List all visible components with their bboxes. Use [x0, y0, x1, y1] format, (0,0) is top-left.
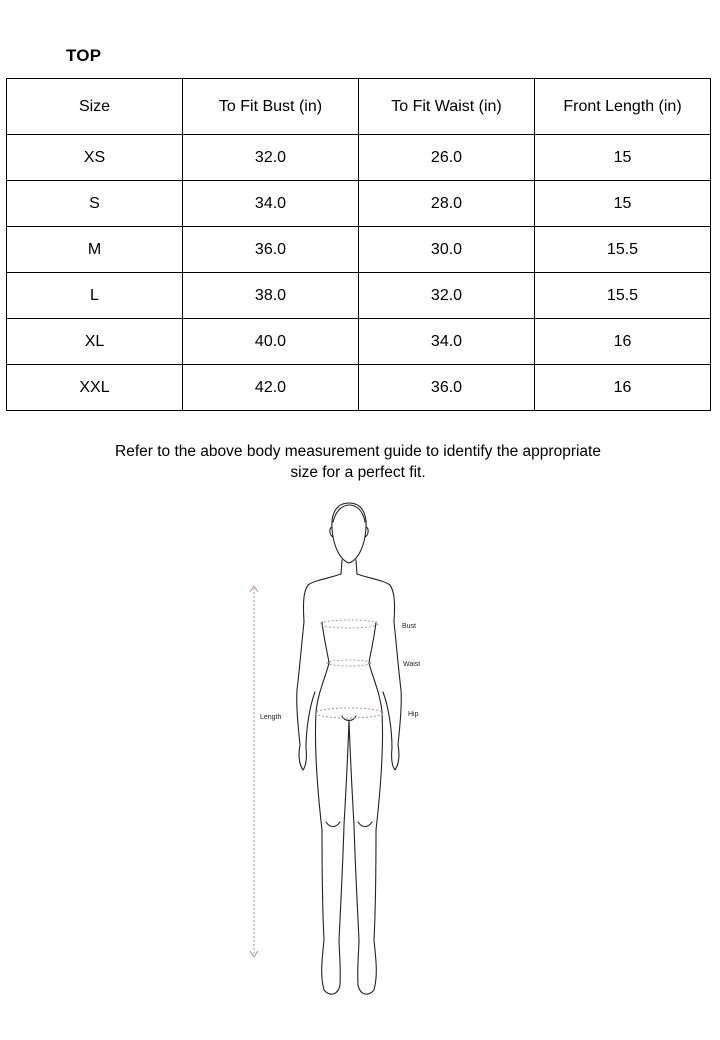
left-arm: [297, 690, 315, 770]
bust-cell: 42.0: [183, 365, 359, 411]
front-length-cell: 15: [535, 181, 711, 227]
body-right-side: [369, 622, 382, 712]
length-label: Length: [260, 714, 282, 721]
size-cell: S: [7, 181, 183, 227]
hip-measure-line: [315, 708, 383, 718]
size-cell: XS: [7, 135, 183, 181]
hip-label: Hip: [408, 711, 419, 718]
size-cell: XL: [7, 319, 183, 365]
column-header-bust: To Fit Bust (in): [183, 79, 359, 135]
torso-right: [357, 574, 401, 690]
waist-cell: 34.0: [359, 319, 535, 365]
waist-cell: 30.0: [359, 227, 535, 273]
body-outline: [297, 503, 402, 994]
front-length-cell: 15: [535, 135, 711, 181]
size-cell: L: [7, 273, 183, 319]
bust-cell: 40.0: [183, 319, 359, 365]
body-left-side: [316, 622, 329, 712]
bust-cell: 36.0: [183, 227, 359, 273]
bust-cell: 38.0: [183, 273, 359, 319]
right-arm: [383, 690, 401, 770]
front-length-cell: 15.5: [535, 227, 711, 273]
bust-label: Bust: [402, 623, 417, 630]
right-leg-outer: [349, 712, 383, 994]
waist-cell: 32.0: [359, 273, 535, 319]
bust-cell: 32.0: [183, 135, 359, 181]
waist-cell: 26.0: [359, 135, 535, 181]
torso-left: [297, 574, 341, 690]
front-length-cell: 15.5: [535, 273, 711, 319]
front-length-cell: 16: [535, 319, 711, 365]
front-length-cell: 16: [535, 365, 711, 411]
neck-outline: [341, 560, 357, 574]
waist-measure-line: [327, 660, 371, 666]
measurement-lines: [254, 588, 383, 955]
section-title: TOP: [66, 46, 102, 65]
left-knee: [326, 822, 340, 827]
waist-cell: 28.0: [359, 181, 535, 227]
waist-cell: 36.0: [359, 365, 535, 411]
right-knee: [358, 822, 372, 827]
column-header-front-length: Front Length (in): [535, 79, 711, 135]
column-header-waist: To Fit Waist (in): [359, 79, 535, 135]
waist-label: Waist: [403, 661, 421, 668]
size-cell: M: [7, 227, 183, 273]
bust-cell: 34.0: [183, 181, 359, 227]
column-header-size: Size: [7, 79, 183, 135]
left-leg-outer: [315, 712, 349, 994]
size-cell: XXL: [7, 365, 183, 411]
caption-line-2: size for a perfect fit.: [290, 464, 426, 481]
caption-line-1: Refer to the above body measurement guide to identify the appropriate: [115, 443, 601, 460]
bust-measure-line: [320, 620, 378, 628]
